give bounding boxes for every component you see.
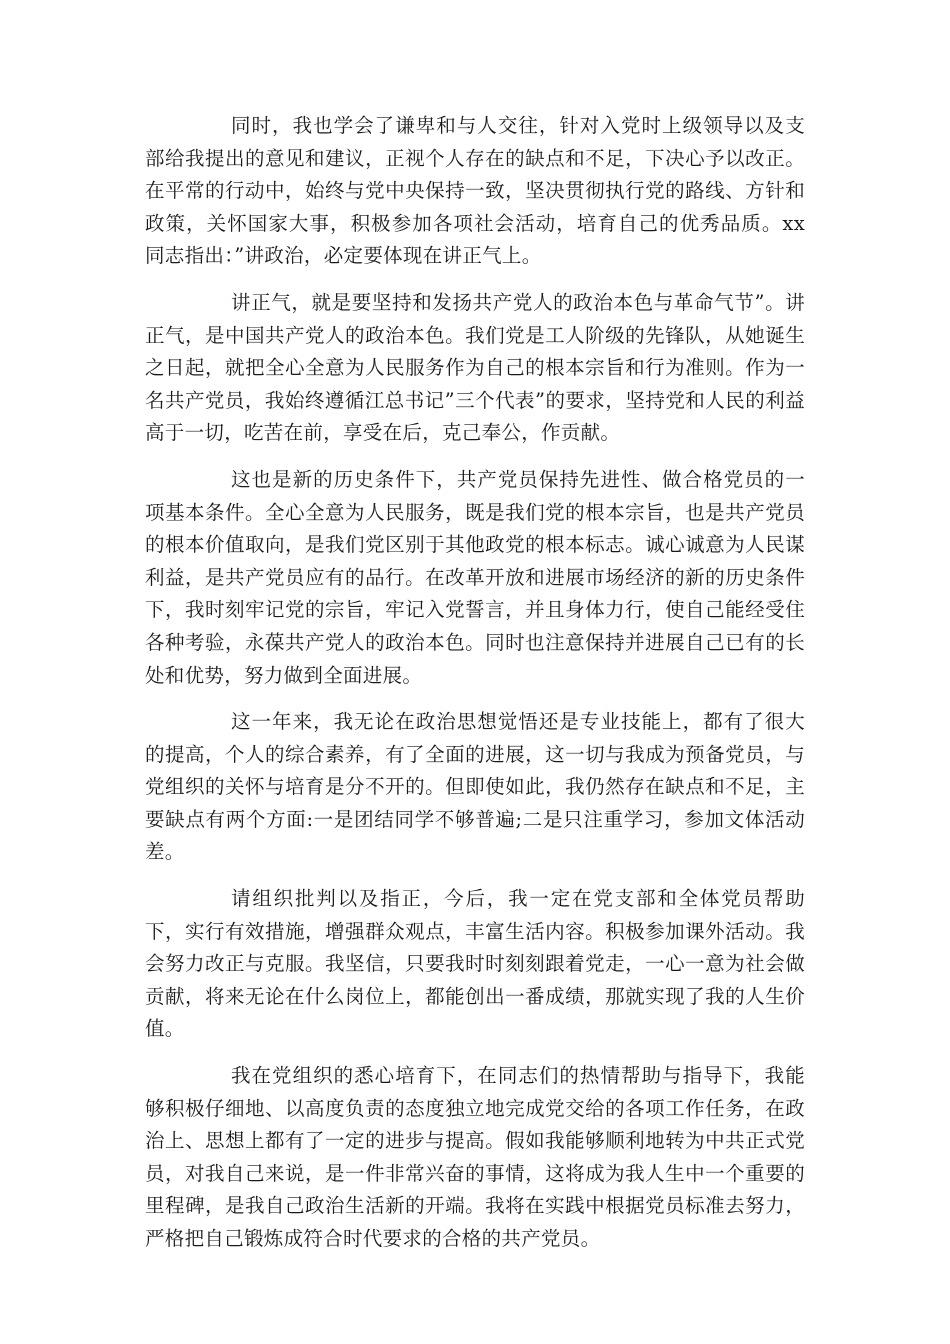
document-body (145, 110, 805, 1270)
paragraph: 请组织批判以及指正，今后，我一定在党支部和全体党员帮助下，实行有效措施，增强群众观点，丰富生活内容。积极参加课外活动。我会努力改正与克服。我坚信，只要我时时刻刻跟着党走，一心一意为社会做贡献，将来无论在什么岗位上，都能创出一番成绩，那就实现了我的人生价值。 (145, 887, 805, 1041)
paragraph: 讲正气，就是要坚持和发扬共产党人的政治本色与革命气节”。讲正气，是中国共产党人的政治本色。我们党是工人阶级的先锋队，从她诞生之日起，就把全心全意为人民服务作为自己的根本宗旨和行为准则。作为一名共产党员，我始终遵循江总书记”三个代表”的要求，坚持党和人民的利益高于一切，吃苦在前，享受在后，克己奉公，作贡献。 (145, 290, 805, 445)
paragraph: 同时，我也学会了谦卑和与人交往，针对入党时上级领导以及支部给我提出的意见和建议，正视个人存在的缺点和不足，下决心予以改正。在平常的行动中，始终与党中央保持一致，坚决贯彻执行党的路线、方针和政策，关怀国家大事，积极参加各项社会活动，培育自己的优秀品质。xx 同志指出：”讲政治，必定要体现在讲正气上。 (145, 114, 805, 268)
paragraph: 这一年来，我无论在政治思想觉悟还是专业技能上，都有了很大的提高，个人的综合素养，有了全面的进展，这一切与我成为预备党员，与党组织的关怀与培育是分不开的。但即使如此，我仍然存在缺点和不足，主要缺点有两个方面:一是团结同学不够普遍;二是只注重学习，参加文体活动差。 (145, 710, 805, 864)
paragraph: 我在党组织的悉心培育下，在同志们的热情帮助与指导下，我能够积极仔细地、以高度负责的态度独立地完成党交给的各项工作任务，在政治上、思想上都有了一定的进步与提高。假如我能够顺利地转为中共正式党员，对我自己来说，是一件非常兴奋的事情，这将成为我人生中一个重要的里程碑，是我自己政治生活新的开端。我将在实践中根据党员标准去努力，严格把自己锻炼成符合时代要求的合格的共产党员。 (145, 1064, 805, 1250)
paragraph: 这也是新的历史条件下，共产党员保持先进性、做合格党员的一项基本条件。全心全意为人民服务，既是我们党的根本宗旨，也是共产党员的根本价值取向，是我们党区别于其他政党的根本标志。诚心诚意为人民谋利益，是共产党员应有的品行。在改革开放和进展市场经济的新的历史条件下，我时刻牢记党的宗旨，牢记入党誓言，并且身体力行，使自己能经受住各种考验，永葆共产党人的政治本色。同时也注意保持并进展自己已有的长处和优势，努力做到全面进展。 (145, 467, 805, 687)
